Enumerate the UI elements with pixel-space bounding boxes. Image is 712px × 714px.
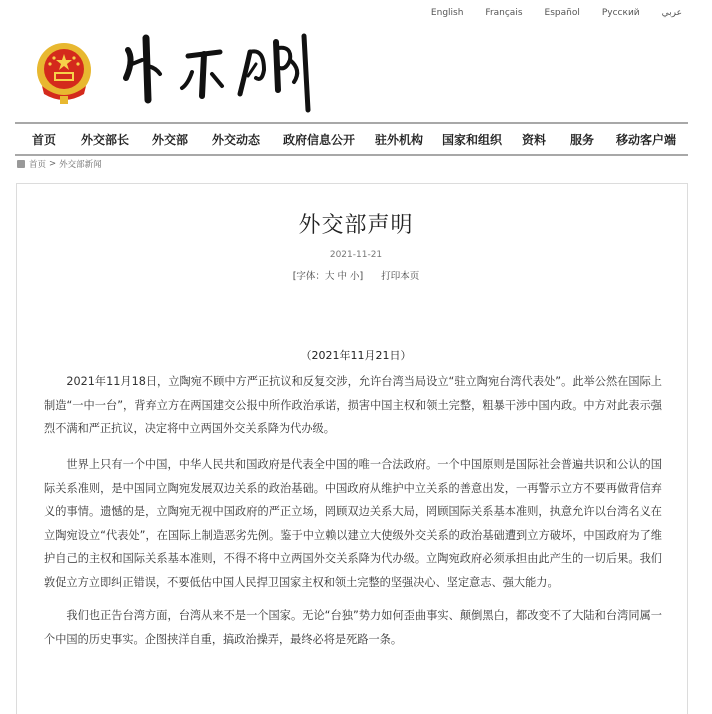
article-paragraph: 我们也正告台湾方面，台湾从来不是一个国家。无论“台独”势力如何歪曲事实、颠倒黑白，都改变不了大陆和台湾同属一个中国的历史事实。企图挟洋自重，搞政治操弄，最终必将是死路一条。 [44,609,662,646]
article-date: 2021-11-21 [329,250,383,260]
national-emblem-icon[interactable] [34,40,94,106]
font-size-medium[interactable]: 中 [337,271,347,282]
lang-english[interactable]: English [430,8,464,18]
lang-russian[interactable]: Русский [601,8,640,18]
article-subdate: （2021年11月21日） [300,349,412,362]
print-link[interactable]: 打印本页 [381,271,420,282]
lang-arabic[interactable]: عربي [661,8,682,18]
breadcrumb-section[interactable]: 外交部新闻 [59,160,102,170]
font-size-large[interactable]: 大 [324,271,335,282]
ministry-calligraphy-logo[interactable] [118,30,318,115]
nav-countries[interactable]: 国家和组织 [442,133,503,147]
home-icon [17,160,25,168]
nav-home[interactable]: 首页 [32,133,57,147]
language-bar [409,8,682,18]
lang-spanish[interactable]: Español [544,8,580,18]
nav-mobile[interactable]: 移动客户端 [616,133,677,147]
main-nav [15,122,688,156]
breadcrumb [17,158,105,170]
nav-gov-info[interactable]: 政府信息公开 [283,133,356,147]
article-paragraph: 2021年11月18日，立陶宛不顾中方严正抗议和反复交涉，允许台湾当局设立“驻立陶宛台湾代表处”。此举公然在国际上制造“一中一台”，背弃立方在两国建交公报中所作政治承诺，损害中国主权和领土完整，粗暴干涉中国内政。中方对此表示强烈不满和严正抗议，决定将中立两国外交关系降为代办级。 [44,375,662,436]
nav-diplomatic-news[interactable]: 外交动态 [212,133,261,147]
font-size-label: [字体： [292,271,325,282]
nav-missions[interactable]: 驻外机构 [375,133,424,147]
lang-french[interactable]: Français [485,8,523,18]
nav-minister[interactable]: 外交部长 [81,133,130,147]
font-size-end: ] [359,271,364,282]
nav-services[interactable]: 服务 [570,133,595,147]
article-tools [0,268,712,282]
article-title: 外交部声明 [298,213,414,238]
breadcrumb-separator: > [49,159,57,169]
breadcrumb-home[interactable]: 首页 [29,160,47,170]
nav-resources[interactable]: 资料 [522,133,547,147]
article-paragraph: 世界上只有一个中国，中华人民共和国政府是代表全中国的唯一合法政府。一个中国原则是国际社会普遍共识和公认的国际关系准则，是中国同立陶宛发展双边关系的政治基础。中国政府从维护中立关系的善意出发，一再警示立方不要再做背信弃义的事情。遗憾的是，立陶宛无视中国政府的严正立场，罔顾双边关系大局，罔顾国际关系基本准则，执意允许以台湾名义在立陶宛设立“代表处”，在国际上制造恶劣先例。鉴于中立赖以建立大使级外交关系的政治基础遭到立方破坏，中国政府为了维护自己的主权和国际关系基本准则，不得不将中立两国外交关系降为代办级。立陶宛政府必须承担由此产生的一切后果。我们敦促立方立即纠正错误，不要低估中国人民捍卫国家主权和领土完整的坚强决心、坚定意志、强大能力。 [44,458,662,589]
nav-ministry[interactable]: 外交部 [152,133,189,147]
font-size-small[interactable]: 小 [350,271,360,282]
